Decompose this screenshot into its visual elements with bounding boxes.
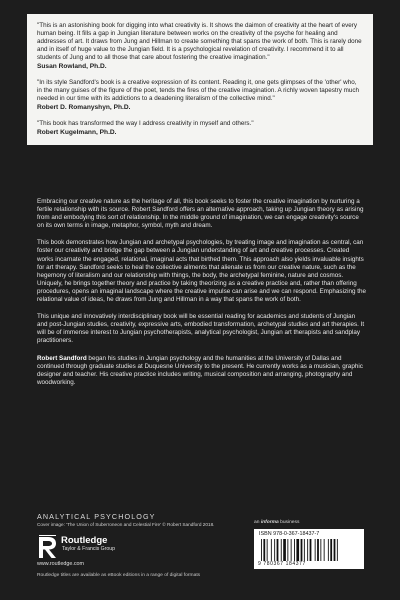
publisher-logo [37,534,147,568]
routledge-logo-icon [37,534,59,560]
author-bio [37,355,367,387]
publisher-group: Taylor & Francis Group [62,546,116,552]
barcode-digits: 9 780367 184377 [258,561,306,567]
imprint-suffix: business [278,520,300,525]
barcode-graphic [259,539,359,561]
reviewer-name: Robert D. Romanyshyn, Ph.D. [37,104,131,112]
review-quote: "This book has transformed the way I address creativity in myself and others." [37,119,254,127]
informa-imprint [254,520,299,525]
blurb-paragraph: Embracing our creative nature as the heritage of all, this book seeks to foster the creative imagination by nurturing a fertile relationship with its source. Robert Sandford offers an alternative approach, taking up Jungian theory as arising from and embodying this sort of relationship. In the middle ground of imagination, we can engage creativity's source on its own terms in image, metaphor, symbol, myth and dream. [37,198,364,230]
cover-image-credit: Cover image: 'The Union of Suberroneon and Celestial Fire' © Robert Sandford 2018. [37,522,215,527]
blurb-body [37,198,367,396]
ebook-note: Routledge titles are available as eBook editions in a range of digital formats [37,573,201,578]
review-quote: "In its style Sandford's book is a creative expression of its content. Reading it, one gets glimpses of the 'other' who, in the many guises of the figure of the poet, tends the fires of the creative imagination. A richly woven tapestry much needed in our time with its addictions to a deadening literalism of the collective mind." [37,78,360,103]
reviewer-name: Robert Kugelmann, Ph.D. [37,128,117,136]
review-quote: "This is an astonishing book for digging into what creativity is. It shows the daimon of creativity at the heart of every human being. It fills a gap in Jungian literature between works on the creativity of the psyche for healing and addresses of art. It draws from Jung and Hillman to create something that spans the work of both. This is rarely done and in itself of huge value to the Jungian field. It is a psychological revelation of creativity. I recommend it to all students of Jung and to all those that care about fostering the creative imagination." [37,22,362,62]
publisher-name: Routledge [61,535,108,546]
isbn-barcode-box [254,529,364,569]
publisher-url[interactable]: www.routledge.com [37,561,85,567]
imprint-brand: informa [260,520,279,525]
imprint-prefix: an [254,520,261,525]
subject-category: ANALYTICAL PSYCHOLOGY [37,512,156,521]
review-item [37,120,363,138]
author-name: Robert Sandford [37,354,87,362]
review-panel [27,14,373,145]
reviewer-name: Susan Rowland, Ph.D. [37,63,107,71]
review-item [37,79,363,113]
review-item [37,22,363,72]
blurb-paragraph: This unique and innovatively interdisciplinary book will be essential reading for academics and students of Jungian and post-Jungian studies, creativity, expressive arts, embodied transformation, archetypal studies and art therapies. It will be of immense interest to Jungian psychotherapists, analytical psychologist, Jungian art therapists and sandplay practitioners. [37,313,365,345]
blurb-paragraph: This book demonstrates how Jungian and archetypal psychologies, by treating image and imagination as central, can foster our creativity and bridge the gap between a Jungian understanding of art and creative processes. Created works incarnate the engaged, relational, imaginal acts that birthed them. This approach also yields invaluable insights for art therapy. Sandford seeks to heal the collective ailments that alienate us from our creative nature, such as the hegemony of literalism and our relationship with things, the body, the archetypal feminine, nature and cosmos. Uniquely, he brings together theory and practice by taking theorizing as a creative practice and, rather than offering procedures, opens an imaginal landscape where the creative impulse can arise and we can respond. Emphasizing the relational value of ideas, he draws from Jung and Hillman in a way that spans the work of both. [37,239,367,304]
isbn-label: ISBN 978-0-367-18437-7 [259,531,320,537]
author-bio-text: began his studies in Jungian psychology and the humanities at the University of Dallas and continued through graduate studies at Duquesne University to the present. He currently works as a musician, graphic designer and teacher. His creative practice includes writing, musical composition and arranging, photography and woodworking. [37,354,363,386]
